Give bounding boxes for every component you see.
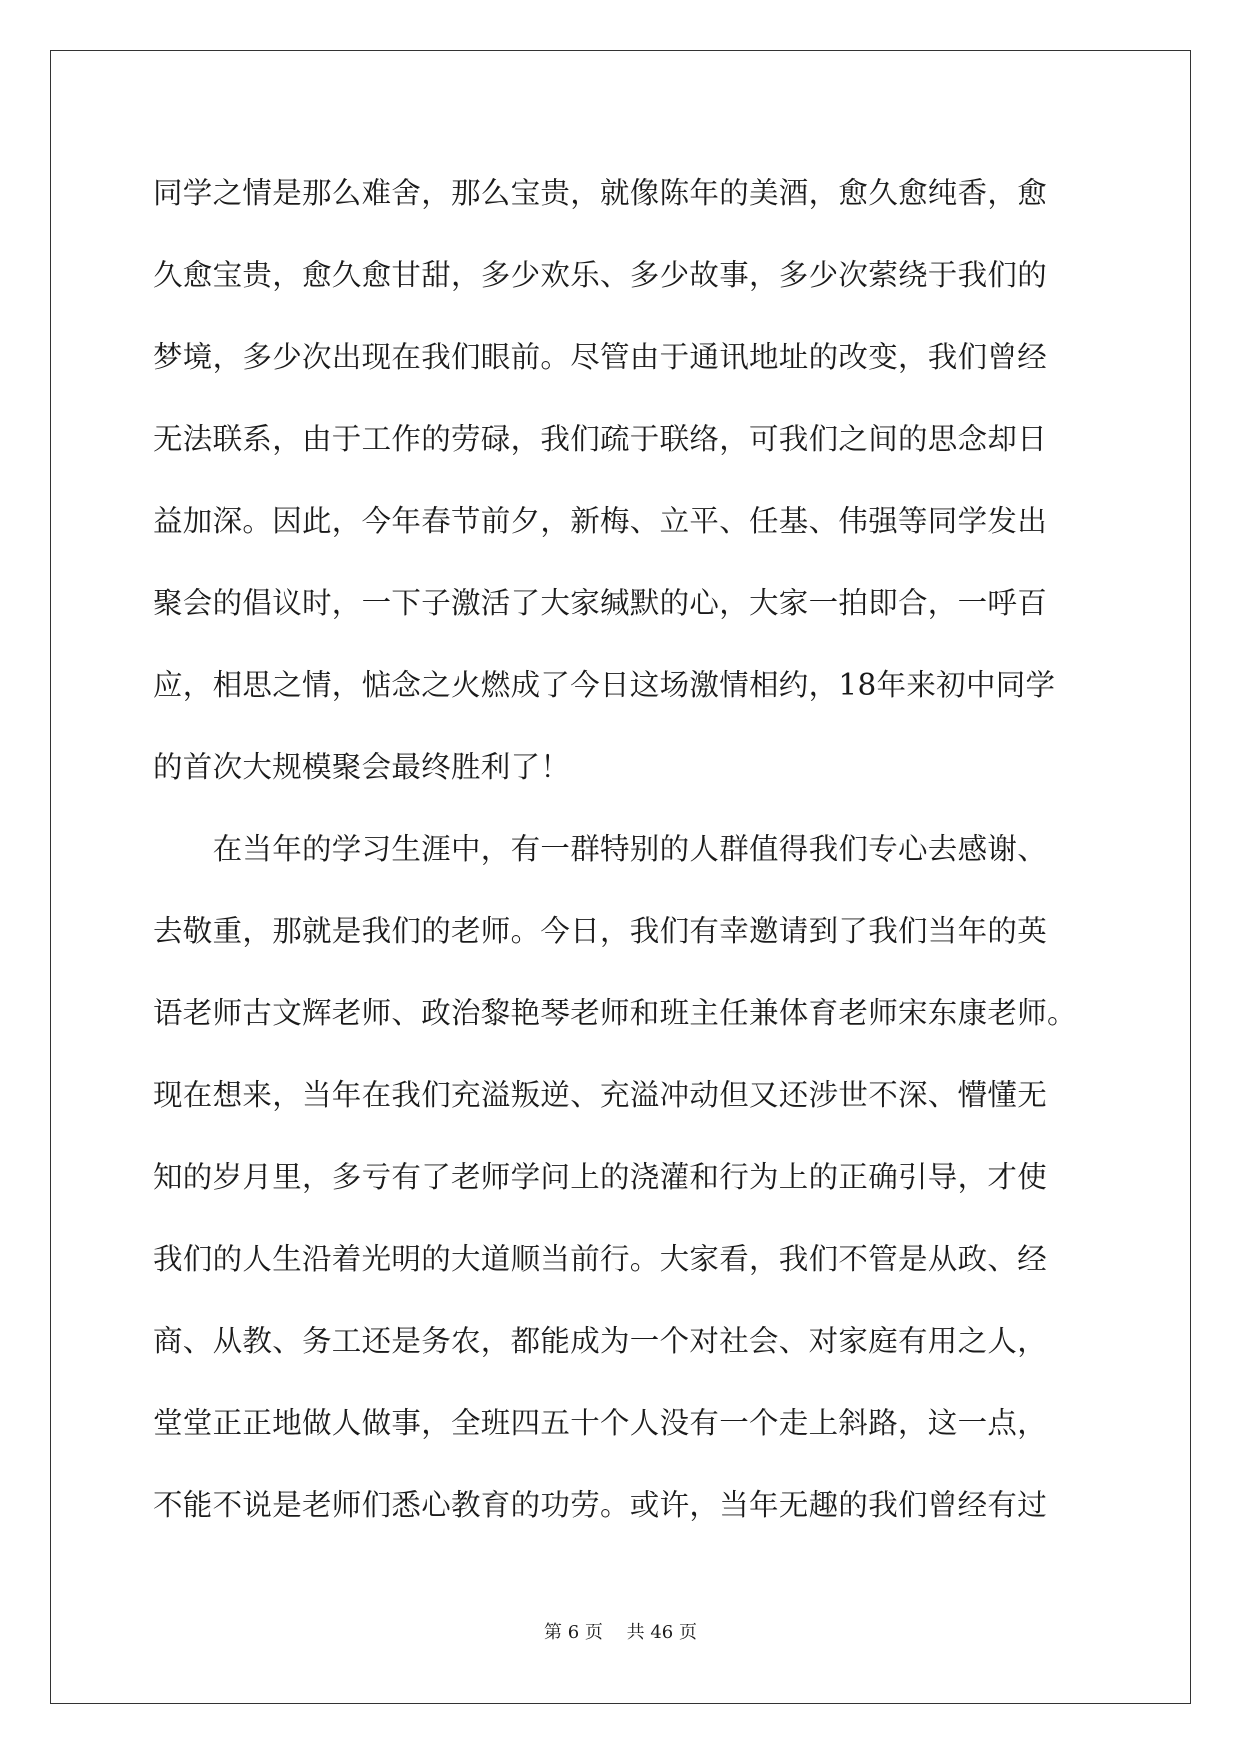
text-line: 在当年的学习生涯中，有一群特别的人群值得我们专心去感谢、: [153, 832, 1048, 866]
text-line: 益加深。因此，今年春节前夕，新梅、立平、任基、伟强等同学发出: [153, 504, 1048, 538]
text-line: 堂堂正正地做人做事，全班四五十个人没有一个走上斜路，这一点，: [153, 1406, 1048, 1440]
text-line: 无法联系，由于工作的劳碌，我们疏于联络，可我们之间的思念却日: [153, 422, 1048, 456]
text-line: 应，相思之情，惦念之火燃成了今日这场激情相约，18年来初中同学: [153, 668, 1056, 702]
text-line: 同学之情是那么难舍，那么宝贵，就像陈年的美酒，愈久愈纯香，愈: [153, 176, 1048, 210]
text-line: 梦境，多少次出现在我们眼前。尽管由于通讯地址的改变，我们曾经: [153, 340, 1048, 374]
page-number-footer: 第 6 页 共 46 页: [544, 1622, 697, 1643]
text-line: 知的岁月里，多亏有了老师学问上的浇灌和行为上的正确引导，才使: [153, 1160, 1048, 1194]
text-line: 去敬重，那就是我们的老师。今日，我们有幸邀请到了我们当年的英: [153, 914, 1048, 948]
text-line: 我们的人生沿着光明的大道顺当前行。大家看，我们不管是从政、经: [153, 1242, 1048, 1276]
text-line: 久愈宝贵，愈久愈甘甜，多少欢乐、多少故事，多少次萦绕于我们的: [153, 258, 1048, 292]
text-line: 的首次大规模聚会最终胜利了！: [153, 750, 571, 784]
document-body: [153, 165, 1093, 1559]
text-line: 现在想来，当年在我们充溢叛逆、充溢冲动但又还涉世不深、懵懂无: [153, 1078, 1048, 1112]
text-line: 语老师古文辉老师、政治黎艳琴老师和班主任兼体育老师宋东康老师。: [153, 996, 1077, 1030]
text-line: 商、从教、务工还是务农，都能成为一个对社会、对家庭有用之人，: [153, 1324, 1048, 1358]
text-line: 不能不说是老师们悉心教育的功劳。或许，当年无趣的我们曾经有过: [153, 1488, 1048, 1522]
text-line: 聚会的倡议时，一下子激活了大家缄默的心，大家一拍即合，一呼百: [153, 586, 1048, 620]
